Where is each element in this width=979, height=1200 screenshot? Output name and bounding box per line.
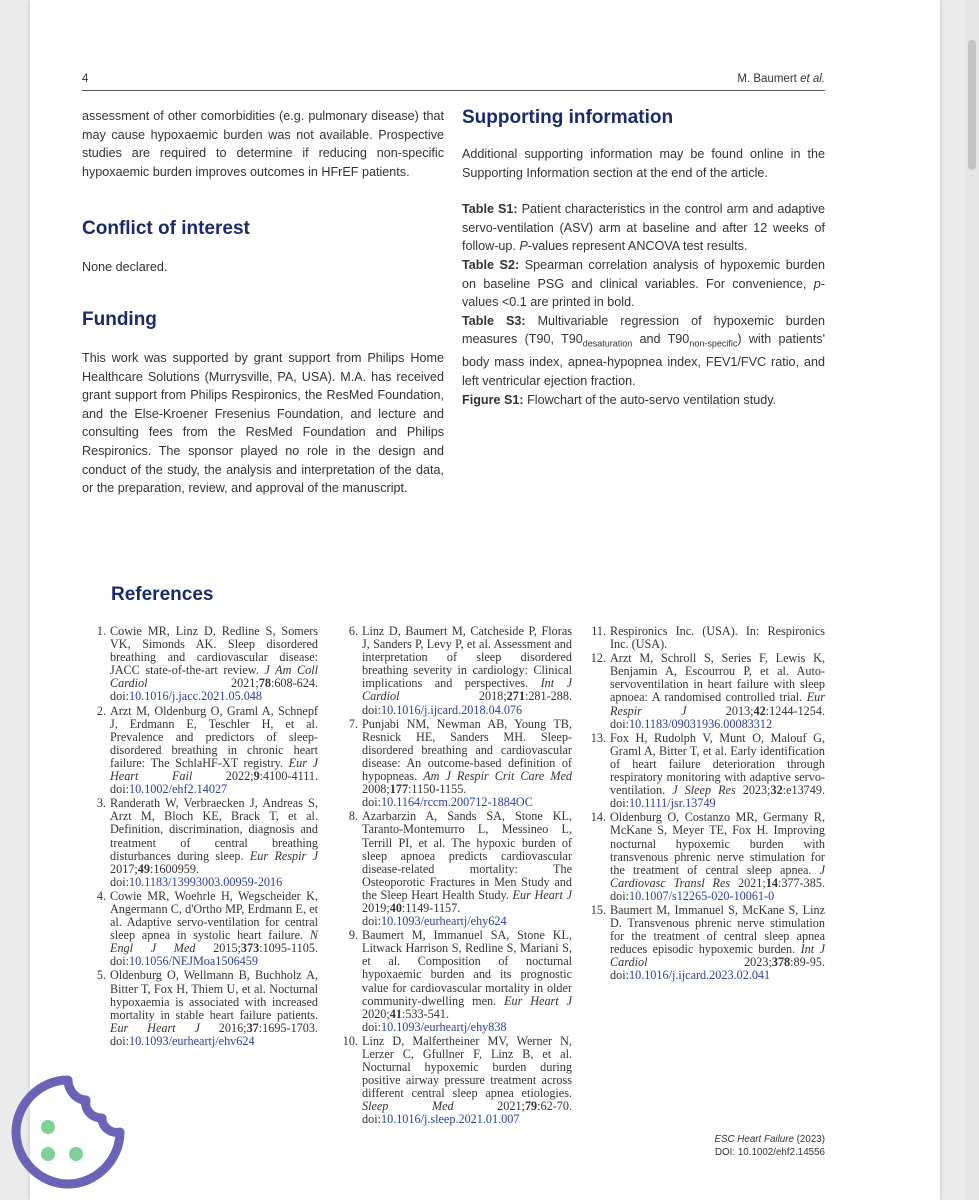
- reference-1: 1. Cowie MR, Linz D, Redline S, Somers VK, Simonds AK. Sleep disordered breathing and cardiovascular disease: JACC state-of-the-art review. J Am Coll Cardiol 2021;78:608-624. doi:10.1016/j.jacc.2021.05.048: [88, 625, 318, 704]
- reference-13: 13. Fox H, Rudolph V, Munt O, Malouf G, Graml A, Bitter T, et al. Early identification of heart failure deterioration through respiratory monitoring with adaptive servo-ventilation. J Sleep Res 2023;32:e13749. doi:10.1111/jsr.13749: [588, 732, 825, 811]
- reference-number: 8.: [348, 809, 358, 824]
- doi-link[interactable]: 10.1016/j.ijcard.2023.02.041: [628, 968, 771, 983]
- reference-7: 7. Punjabi NM, Newman AB, Young TB, Resnick HE, Sanders MH. Sleep-disordered breathing and cardiovascular disease: An outcome-based definition of hypopneas. Am J Respir Crit Care Med 2008;177:1150-1155. doi:10.1164/rccm.200712-1884OC: [340, 718, 572, 810]
- reference-number: 11.: [591, 624, 606, 638]
- reference-5: 5. Oldenburg O, Wellmann B, Buchholz A, Bitter T, Fox H, Thiem U, et al. Nocturnal hypoxaemia is associated with increased mortality in stable heart failure patients. Eur Heart J 2016;37:1695-1703. doi:10.1093/eurheartj/ehv624: [88, 969, 318, 1048]
- reference-number: 10.: [342, 1033, 358, 1048]
- scrollbar-thumb[interactable]: [968, 40, 976, 170]
- left-column: [82, 107, 444, 498]
- reference-10: 10. Linz D, Malfertheiner MV, Werner N, Lerzer C, Gfullner F, Linz B, et al. Nocturnal hypoxemic burden during positive airway pressure treatment across different central sleep apnea etiologies. Sleep Med 2021;79:62-70. doi:10.1016/j.sleep.2021.01.007: [340, 1035, 572, 1127]
- references-column-1: [88, 625, 318, 1049]
- footer-journal: ESC Heart Failure (2023): [714, 1134, 825, 1145]
- doi-link[interactable]: 10.1002/ehf2.14027: [128, 782, 228, 797]
- reference-11: 11. Respironics Inc. (USA). In: Respironics Inc. (USA).: [588, 625, 825, 651]
- reference-number: 6.: [348, 624, 358, 638]
- reference-4: 4. Cowie MR, Woehrle H, Wegscheider K, Angermann C, d'Ortho MP, Erdmann E, et al. Adaptive servo-ventilation for central sleep apnea in systolic heart failure. N Engl J Med 2015;373:1095-1105. doi:10.1056/NEJMoa1506459: [88, 890, 318, 969]
- supporting-intro: Additional supporting information may be found online in the Supporting Information section at the end of the article.: [462, 147, 825, 180]
- reference-number: 15.: [590, 902, 606, 917]
- doi-link[interactable]: 10.1016/j.sleep.2021.01.007: [380, 1112, 520, 1127]
- conflict-text: None declared.: [82, 260, 168, 275]
- doi-link[interactable]: 10.1164/rccm.200712-1884OC: [380, 795, 533, 810]
- funding-text: This work was supported by grant support from Philips Home Healthcare Solutions (Murrysville, PA, USA). M.A. has received grant support from Philips Respironics, the ResMed Foundation, and the Else-Kroener Fresenius Foundation, and lecture and consulting fees from the ResMed Foundation and Philips Respironics. The sponsor played no role in the design and conduct of the study, the analysis and interpretation of the data, or the preparation, review, and approval of the manuscript.: [82, 350, 444, 496]
- footer-doi: DOI: 10.1002/ehf2.14556: [714, 1147, 825, 1158]
- reference-number: 5.: [96, 968, 106, 983]
- reference-12: 12. Arzt M, Schroll S, Series F, Lewis K, Benjamin A, Escourrou P, et al. Auto-servoventilation in heart failure with sleep apnoea: A randomised controlled trial. Eur Respir J 2013;42:1244-1254. doi:10.1183/09031936.00083312: [588, 652, 825, 731]
- table-s1: Table S1: Patient characteristics in the control arm and adaptive servo-ventilation (ASV) arm at baseline and after 12 weeks of follow-up. P-values represent ANCOVA test results.: [462, 202, 825, 254]
- supporting-title: Supporting information: [462, 107, 674, 128]
- reference-number: 12.: [590, 651, 606, 666]
- reference-number: 3.: [96, 796, 106, 811]
- table-s2: Table S2: Spearman correlation analysis of hypoxemic burden on baseline PSG and clinical variables. For convenience, p-values <0.1 are printed in bold.: [462, 257, 826, 310]
- doi-link[interactable]: 10.1007/s12265-020-10061-0: [628, 888, 775, 903]
- doi-link[interactable]: 10.1111/jsr.13749: [628, 796, 716, 811]
- reference-14: 14. Oldenburg O, Costanzo MR, Germany R, McKane S, Meyer TE, Fox H. Improving nocturnal hypoxemic burden with transvenous phrenic nerve stimulation for the treatment of central sleep apnea. J Cardiovasc Transl Res 2021;14:377-385. doi:10.1007/s12265-020-10061-0: [588, 811, 825, 903]
- doi-link[interactable]: 10.1016/j.ijcard.2018.04.076: [380, 702, 523, 717]
- running-head: M. Baumert et al.: [737, 73, 825, 85]
- references-column-3: [588, 625, 825, 984]
- doi-link[interactable]: 10.1093/eurheartj/ehv624: [128, 1033, 255, 1048]
- reference-number: 9.: [348, 928, 358, 943]
- reference-number: 2.: [96, 703, 106, 718]
- reference-number: 13.: [590, 730, 606, 745]
- doi-link[interactable]: 10.1093/eurheartj/ehy838: [380, 1019, 507, 1034]
- reference-number: 1.: [96, 624, 106, 638]
- right-column: [462, 107, 825, 409]
- reference-number: 14.: [590, 810, 606, 825]
- cookie-icon[interactable]: [8, 1072, 128, 1192]
- figure-s1: Figure S1: Flowchart of the auto-servo ventilation study.: [462, 392, 777, 407]
- doi-link[interactable]: 10.1183/09031936.00083312: [628, 716, 773, 731]
- doi-link[interactable]: 10.1056/NEJMoa1506459: [128, 954, 258, 969]
- reference-15: 15. Baumert M, Immanuel S, McKane S, Linz D. Transvenous phrenic nerve stimulation for the treatment of central sleep apnea reduces episodic hypoxemic burden. Int J Cardiol 2023;378:89-95. doi:10.1016/j.ijcard.2023.02.041: [588, 904, 825, 983]
- reference-number: 4.: [96, 888, 106, 903]
- reference-9: 9. Baumert M, Immanuel SA, Stone KL, Litwack Harrison S, Redline S, Mariani S, et al. Composition of nocturnal hypoxaemic burden and its prognostic value for cardiovascular mortality in older community-dwelling men. Eur Heart J 2020;41:533-541. doi:10.1093/eurheartj/ehy838: [340, 929, 572, 1034]
- scrollbar[interactable]: [965, 0, 979, 1200]
- references-column-2: [340, 625, 572, 1128]
- reference-8: 8. Azarbarzin A, Sands SA, Stone KL, Taranto-Montemurro L, Messineo L, Terrill PI, et al. The hypoxic burden of sleep apnoea predicts cardiovascular disease-related mortality: The Osteoporotic Fractures in Men Study and the Sleep Heart Health Study. Eur Heart J 2019;40:1149-1157. doi:10.1093/eurheartj/ehy624: [340, 810, 572, 928]
- reference-number: 7.: [348, 716, 358, 731]
- doi-link[interactable]: 10.1183/13993003.00959-2016: [128, 874, 283, 889]
- doi-link[interactable]: 10.1016/j.jacc.2021.05.048: [128, 689, 262, 704]
- table-s3: Table S3: Multivariable regression of hypoxemic burden measures (T90, $T90_{desaturation}$ and $T90_{non-specific}$) with patients' body mass index, apnea-hypopnea index, FEV1/FVC ratio, and left ventricular ejection fraction.: [462, 313, 825, 389]
- funding-title: Funding: [82, 308, 157, 330]
- references-title: References: [111, 584, 214, 605]
- intro-paragraph: assessment of other comorbidities (e.g. pulmonary disease) that may cause hypoxaemic burden was not available. Prospective studies are required to determine if reducing non-specific hypoxaemic burden improves outcomes in HFrEF patients.: [82, 109, 444, 179]
- reference-2: 2. Arzt M, Oldenburg O, Graml A, Schnepf J, Erdmann E, Teschler H, et al. Prevalence and predictors of sleep-disordered breathing in chronic heart failure: The SchlaHF-XT registry. Eur J Heart Fail 2022;9:4100-4111. doi:10.1002/ehf2.14027: [88, 705, 318, 797]
- page-header: [82, 72, 825, 91]
- doi-link[interactable]: 10.1093/eurheartj/ehy624: [380, 914, 507, 929]
- page-number: 4: [82, 73, 89, 85]
- reference-3: 3. Randerath W, Verbraecken J, Andreas S, Arzt M, Bloch KE, Brack T, et al. Definition, discrimination, diagnosis and treatment of central breathing disturbances during sleep. Eur Respir J 2017;49:1600959. doi:10.1183/13993003.00959-2016: [88, 797, 318, 889]
- reference-6: 6. Linz D, Baumert M, Catcheside P, Floras J, Sanders P, Levy P, et al. Assessment and interpretation of sleep disordered breathing severity in cardiology: Clinical implications and perspectives. Int J Cardiol 2018;271:281-288. doi:10.1016/j.ijcard.2018.04.076: [340, 625, 572, 717]
- conflict-title: Conflict of interest: [82, 218, 250, 240]
- page-footer: [600, 1133, 825, 1159]
